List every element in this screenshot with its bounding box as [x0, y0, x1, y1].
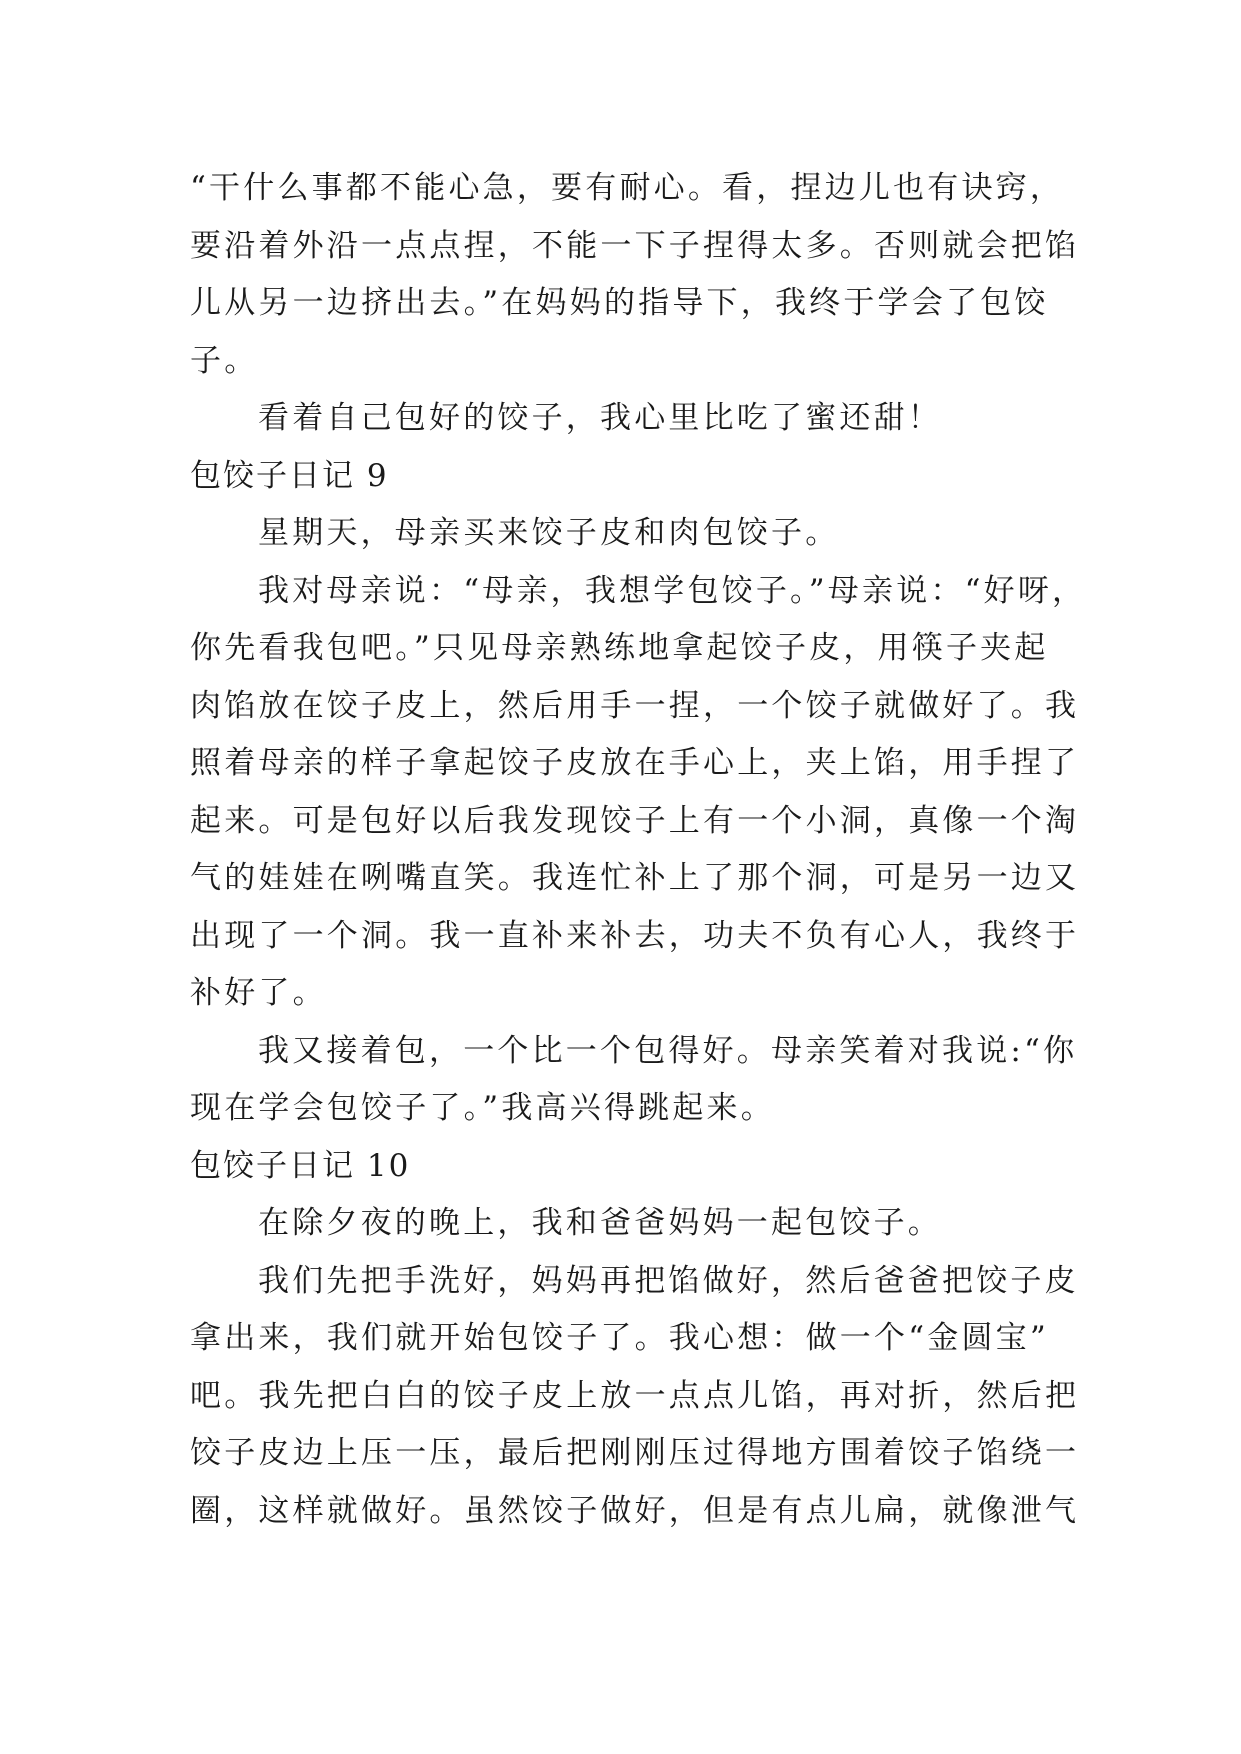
text-line: 出现了一个洞。我一直补来补去，功夫不负有心人，我终于 — [190, 917, 1080, 954]
section-heading-diary-10: 包饺子日记 10 — [190, 1147, 411, 1184]
paragraph-start-line: 在除夕夜的晚上，我和爸爸妈妈一起包饺子。 — [258, 1205, 942, 1241]
paragraph-start-line: 星期天，母亲买来饺子皮和肉包饺子。 — [258, 515, 840, 551]
text-line: 要沿着外沿一点点捏，不能一下子捏得太多。否则就会把馅 — [190, 227, 1080, 264]
text-line: 圈，这样就做好。虽然饺子做好，但是有点儿扁，就像泄气 — [190, 1492, 1080, 1529]
text-line: 补好了。 — [190, 975, 327, 1011]
paragraph-start-line: 我又接着包，一个比一个包得好。母亲笑着对我说:“你 — [258, 1032, 1078, 1069]
paragraph-start-line: 看着自己包好的饺子，我心里比吃了蜜还甜！ — [258, 400, 942, 436]
text-line: 拿出来，我们就开始包饺子了。我心想：做一个“金圆宝” — [190, 1320, 1049, 1356]
text-line: 气的娃娃在咧嘴直笑。我连忙补上了那个洞，可是另一边又 — [190, 860, 1080, 896]
text-line: 子。 — [190, 342, 259, 379]
text-line: 肉馅放在饺子皮上，然后用手一捏，一个饺子就做好了。我 — [190, 687, 1080, 724]
section-heading-diary-9: 包饺子日记 9 — [190, 457, 389, 494]
text-line: “干什么事都不能心急，要有耐心。看，捏边儿也有诀窍， — [190, 170, 1065, 206]
text-line: 儿从另一边挤出去。”在妈妈的指导下，我终于学会了包饺 — [190, 285, 1049, 321]
document-body — [190, 160, 1087, 1540]
text-line: 吧。我先把白白的饺子皮上放一点点儿馅，再对折，然后把 — [190, 1377, 1080, 1414]
text-line: 照着母亲的样子拿起饺子皮放在手心上，夹上馅，用手捏了 — [190, 745, 1080, 781]
text-line: 起来。可是包好以后我发现饺子上有一个小洞，真像一个淘 — [190, 802, 1080, 839]
paragraph-start-line: 我们先把手洗好，妈妈再把馅做好，然后爸爸把饺子皮 — [258, 1262, 1079, 1299]
paragraph-start-line: 我对母亲说：“母亲，我想学包饺子。”母亲说：“好呀， — [258, 572, 1087, 609]
text-line: 饺子皮边上压一压，最后把刚刚压过得地方围着饺子馅绕一 — [190, 1435, 1080, 1471]
text-line: 现在学会包饺子了。”我高兴得跳起来。 — [190, 1090, 775, 1126]
text-line: 你先看我包吧。”只见母亲熟练地拿起饺子皮，用筷子夹起 — [190, 630, 1049, 666]
